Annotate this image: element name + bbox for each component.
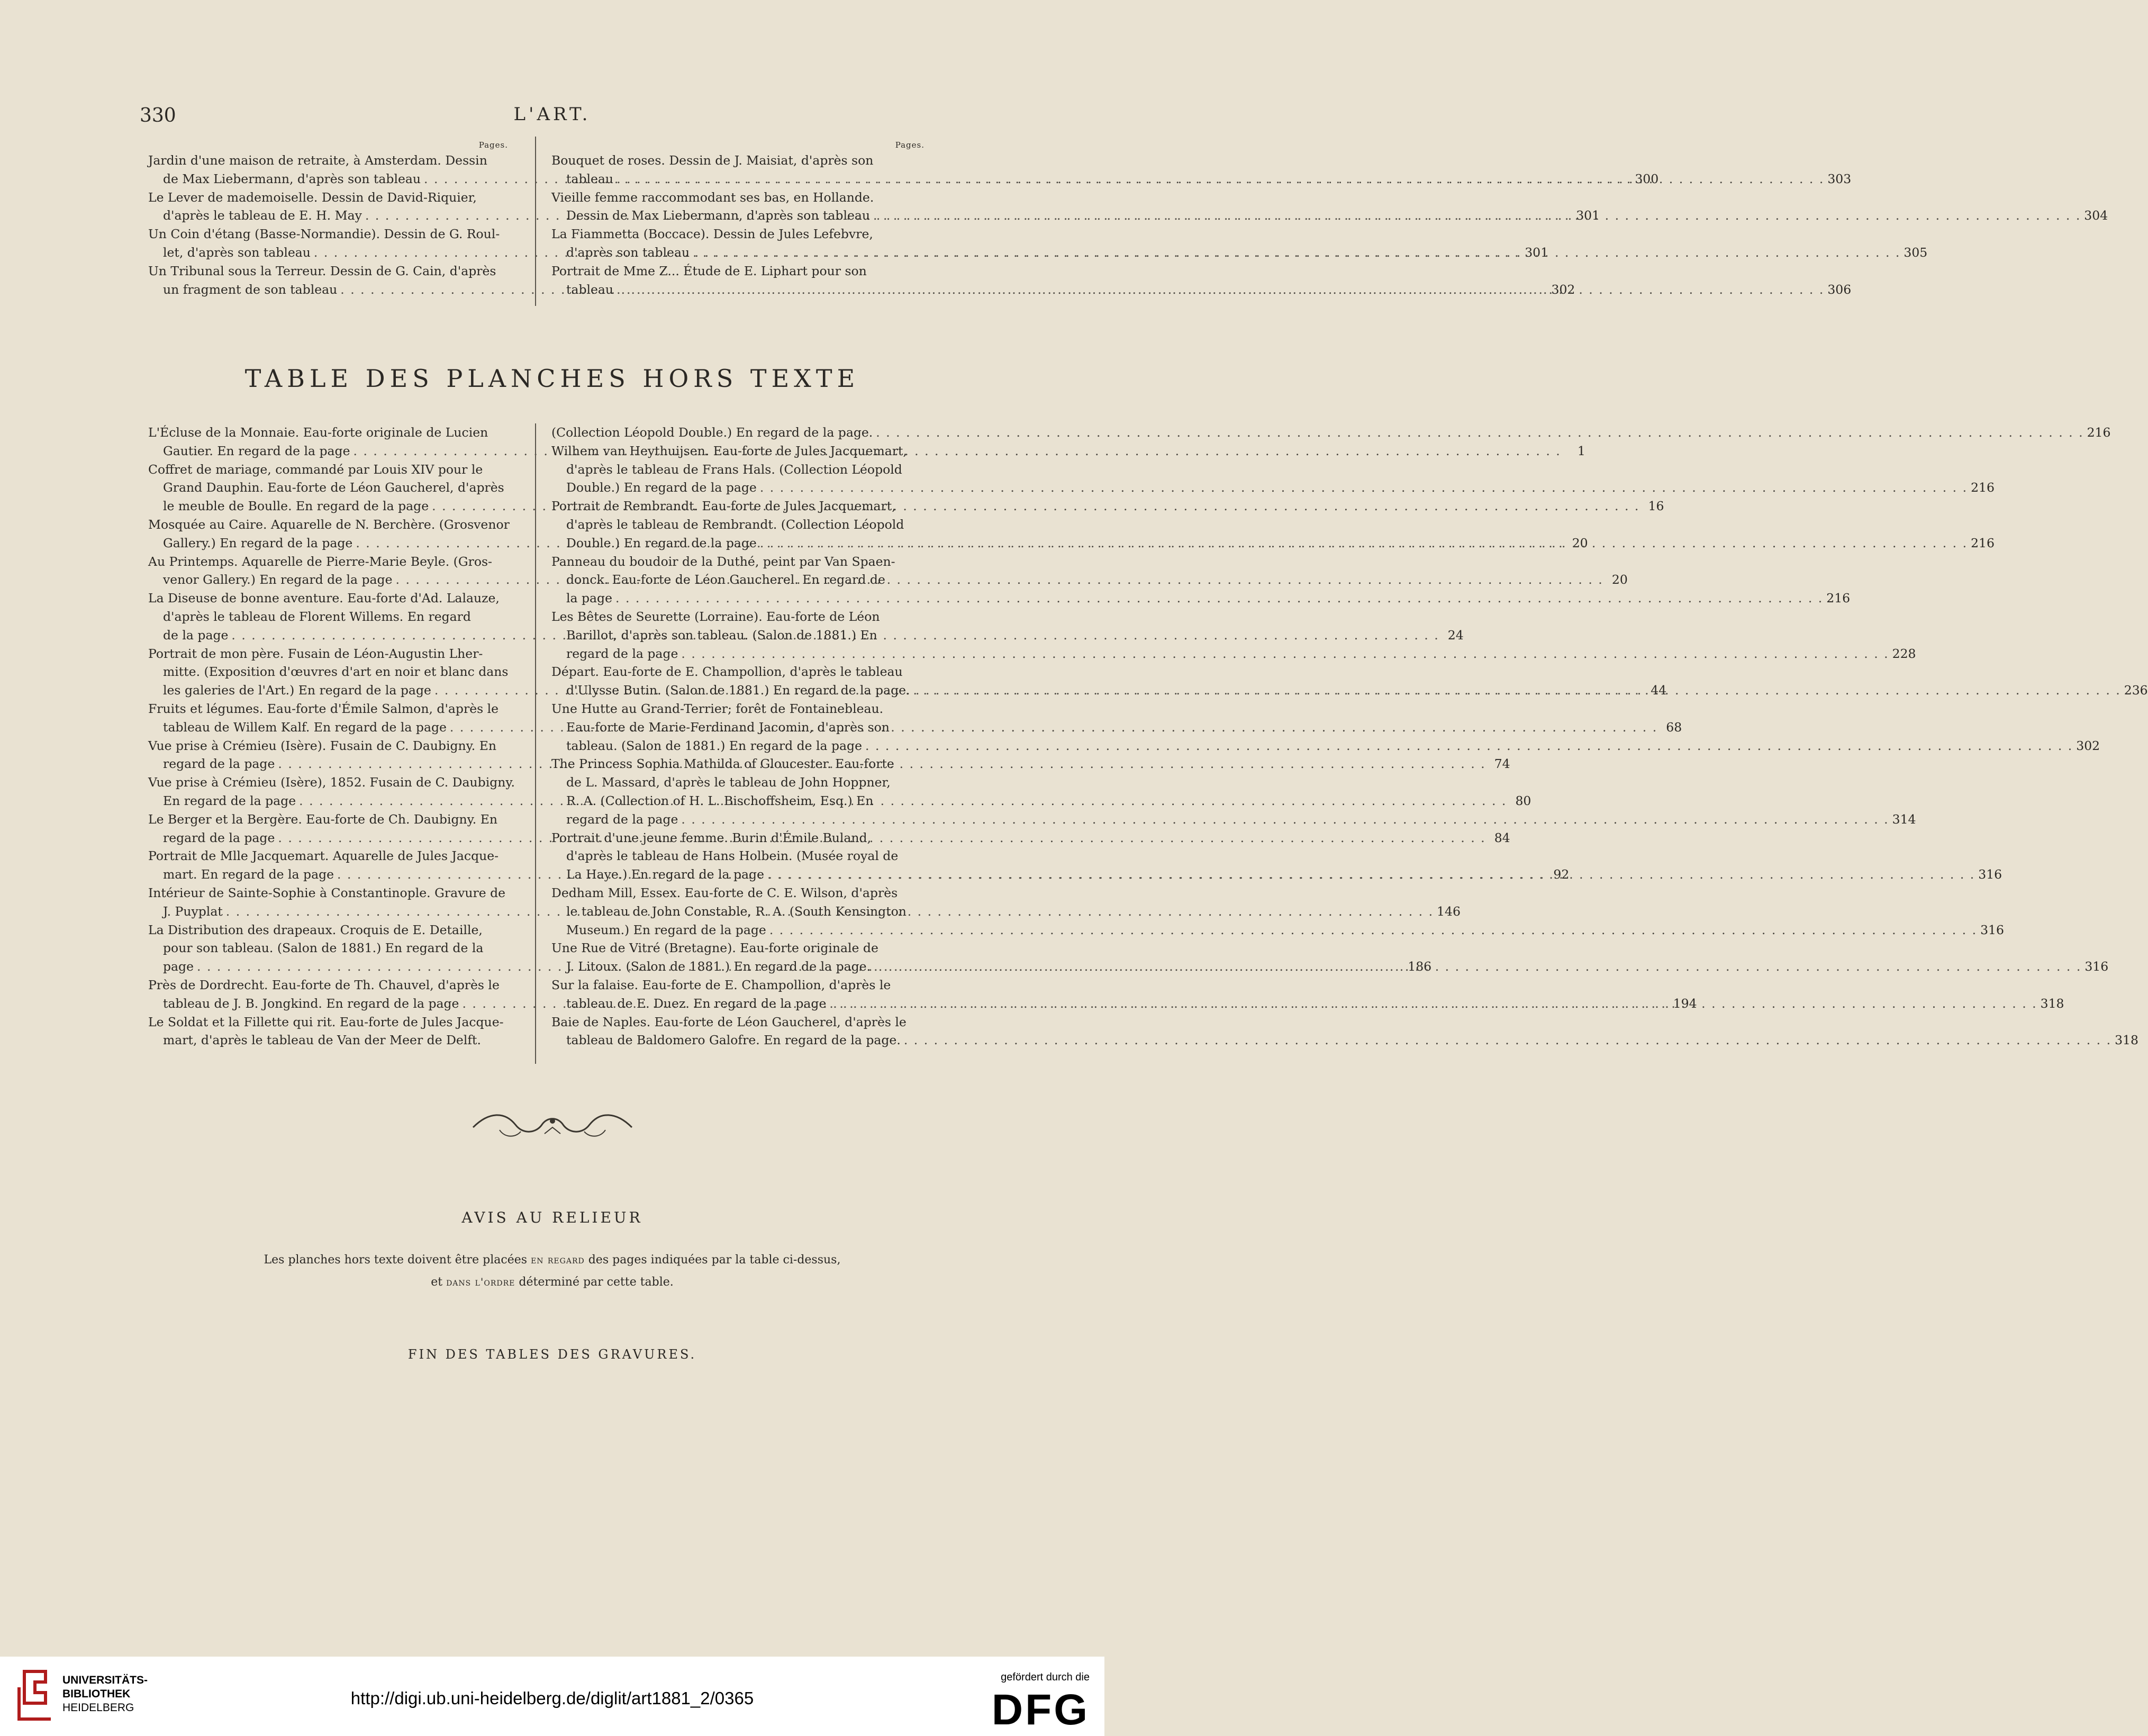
- avis-text-part: des pages indiquées par la table ci-dessus,: [584, 1253, 841, 1267]
- entry-page-number: 84: [1494, 830, 1510, 845]
- avis-title: AVIS AU RELIEUR: [461, 1209, 643, 1226]
- entry-text: regard de la page: [163, 756, 275, 772]
- entry-line: Portrait de Rembrandt. Eau-forte de Jules Jacquemart,: [551, 499, 896, 514]
- toc-entry: [551, 442, 1995, 497]
- entry-page-number: 302: [2076, 738, 2100, 753]
- entry-text: la page: [566, 591, 613, 606]
- entry-text: J. Puyplat: [163, 903, 223, 919]
- entry-page-number: 146: [1437, 903, 1461, 919]
- entry-line: Portrait de Mlle Jacquemart. Aquarelle de Jules Jacque-: [148, 848, 499, 864]
- entry-last-line: [551, 810, 1916, 829]
- entry-line: Dedham Mill, Essex. Eau-forte de C. E. Wilson, d'après: [551, 885, 898, 900]
- entry-line: Le Soldat et la Fillette qui rit. Eau-forte de Jules Jacque-: [148, 1014, 504, 1029]
- entry-page-number: 186: [1408, 959, 1432, 974]
- footer-bar: [0, 1657, 1104, 1736]
- entry-text: page: [163, 959, 194, 974]
- entry-text: tableau de J. B. Jongkind. En regard de la page: [163, 996, 459, 1011]
- university-line-3: HEIDELBERG: [62, 1702, 134, 1714]
- toc-entry: [551, 1013, 2138, 1050]
- entry-text: Double.) En regard de la page: [566, 535, 757, 550]
- entry-text: (Collection Léopold Double.) En regard de la page.: [551, 425, 873, 440]
- avis-text-part: et: [431, 1276, 447, 1289]
- leader-dots: [612, 589, 1826, 608]
- leader-dots: [871, 957, 2084, 976]
- entry-page-number: 314: [1892, 811, 1916, 827]
- leader-dots: [613, 170, 1827, 188]
- entry-line: Les Bêtes de Seurette (Lorraine). Eau-forte de Léon: [551, 609, 880, 624]
- entry-text: regard de la page: [566, 811, 678, 827]
- entry-page-number: 216: [1971, 480, 1995, 495]
- entry-line: La Distribution des drapeaux. Croquis de E. Detaille,: [148, 922, 483, 937]
- entry-line: Au Printemps. Aquarelle de Pierre-Marie Beyle. (Gros-: [148, 554, 492, 569]
- entry-last-line: [148, 281, 1575, 299]
- entry-text: J. Litoux. (Salon de 1881.) En regard de la page.: [566, 959, 871, 974]
- entry-page-number: 301: [1525, 245, 1549, 260]
- entry-page-number: 301: [1576, 208, 1600, 223]
- leader-dots: [870, 206, 2084, 225]
- avis-line-2: [0, 1276, 1104, 1289]
- entry-text: En regard de la page: [163, 793, 296, 808]
- pages-label-right: Pages.: [895, 140, 925, 150]
- entry-line: Le Berger et la Bergère. Eau-forte de Ch. Daubigny. En: [148, 811, 498, 827]
- entry-text: les galeries de l'Art.) En regard de la page: [163, 683, 431, 698]
- entry-line: Grand Dauphin. Eau-forte de Léon Gaucherel, d'après: [163, 480, 504, 495]
- entry-text: tableau. (Salon de 1881.) En regard de la page: [566, 738, 863, 753]
- entry-last-line: [551, 423, 2111, 442]
- entry-text: Gautier. En regard de la page: [163, 443, 350, 458]
- entry-line: Eau-forte de Marie-Ferdinand Jacomin, d'après son: [566, 719, 890, 735]
- entry-line: Sur la falaise. Eau-forte de E. Champollion, d'après le: [551, 977, 891, 992]
- entry-line: Barillot, d'après son tableau. (Salon de 1881.) En: [566, 627, 877, 643]
- avis-smallcaps: dans l'ordre: [446, 1276, 515, 1288]
- leader-dots: [862, 737, 2076, 755]
- entry-text: tableau de Willem Kalf. En regard de la page: [163, 719, 447, 735]
- entry-page-number: 1: [1577, 443, 1585, 458]
- entry-page-number: 228: [1892, 646, 1916, 661]
- entry-page-number: 80: [1515, 793, 1531, 808]
- entry-line: The Princess Sophia Mathilda of Gloucester. Eau-forte: [551, 756, 894, 772]
- avis-smallcaps: en regard: [531, 1253, 585, 1266]
- source-url[interactable]: http://digi.ub.uni-heidelberg.de/diglit/art1881_2/0365: [350, 1688, 754, 1708]
- entry-text: mart. En regard de la page: [163, 867, 334, 882]
- entry-text: tableau de Baldomero Galofre. En regard de la page.: [566, 1033, 901, 1048]
- entry-line: de L. Massard, d'après le tableau de John Hoppner,: [566, 775, 891, 790]
- entry-text: tableau: [566, 171, 614, 186]
- running-title: L'ART.: [513, 104, 591, 125]
- entry-last-line: [551, 1031, 2138, 1050]
- entry-line: La Diseuse de bonne aventure. Eau-forte d'Ad. Lalauze,: [148, 591, 500, 606]
- section-title: TABLE DES PLANCHES HORS TEXTE: [244, 364, 860, 393]
- university-line-2: BIBLIOTHEK: [62, 1688, 131, 1700]
- closing-line: FIN DES TABLES DES GRAVURES.: [407, 1347, 697, 1362]
- entry-text: le meuble de Boulle. En regard de la page: [163, 499, 429, 514]
- entry-text: regard de la page: [163, 830, 275, 845]
- leader-dots: [690, 243, 1904, 262]
- entry-text: let, d'après son tableau: [163, 245, 311, 260]
- entry-line: Intérieur de Sainte-Sophie à Constantinople. Gravure de: [148, 885, 506, 900]
- entry-text: de Max Liebermann, d'après son tableau: [163, 171, 421, 186]
- entry-page-number: 44: [1651, 683, 1667, 698]
- entry-last-line: [551, 645, 1916, 663]
- leader-dots: [766, 921, 1980, 939]
- entry-text: d'après son tableau: [566, 245, 690, 260]
- entry-line: Près de Dordrecht. Eau-forte de Th. Chauvel, d'après le: [148, 977, 500, 992]
- entry-line: Panneau du boudoir de la Duthé, peint par Van Spaen-: [551, 554, 895, 569]
- leader-dots: [901, 1031, 2115, 1050]
- entry-line: Wilhem van Heythuijsen. Eau-forte de Jules Jacquemart,: [551, 443, 907, 458]
- avis-text-part: déterminé par cette table.: [515, 1276, 674, 1289]
- avis-line-1: [0, 1253, 1104, 1267]
- leader-dots: [757, 534, 1971, 553]
- top-column-divider: [535, 137, 536, 306]
- entry-line: Baie de Naples. Eau-forte de Léon Gaucherel, d'après le: [551, 1014, 907, 1029]
- leader-dots: [764, 865, 1978, 884]
- entry-line: mart, d'après le tableau de Van der Meer de Delft.: [163, 1033, 481, 1048]
- entry-page-number: 316: [1978, 867, 2002, 882]
- entry-text: Gallery.) En regard de la page: [163, 535, 353, 550]
- entry-page-number: 304: [2084, 208, 2108, 223]
- leader-dots: [350, 442, 1564, 460]
- leader-dots: [826, 994, 2040, 1013]
- entry-line: Vue prise à Crémieu (Isère). Fusain de C. Daubigny. En: [148, 738, 497, 753]
- entry-line: La Fiammetta (Boccace). Dessin de Jules Lefebvre,: [551, 227, 873, 242]
- entry-line: pour son tableau. (Salon de 1881.) En regard de la: [163, 941, 484, 956]
- entry-page-number: 24: [1447, 627, 1464, 643]
- entry-line: Un Coin d'étang (Basse-Normandie). Dessin de G. Roul-: [148, 227, 500, 242]
- entry-line: d'après le tableau de Hans Holbein. (Musée royal de: [566, 848, 899, 864]
- pages-label: Pages.: [478, 140, 508, 150]
- entry-page-number: 216: [1826, 591, 1851, 606]
- entry-text: tableau de E. Duez. En regard de la page: [566, 996, 827, 1011]
- entry-line: Portrait de Mme Z... Étude de E. Liphart pour son: [551, 263, 867, 278]
- entry-page-number: 216: [2087, 425, 2111, 440]
- university-line-1: UNIVERSITÄTS-: [62, 1674, 148, 1686]
- entry-page-number: 316: [2084, 959, 2109, 974]
- toc-entry: [551, 423, 2111, 442]
- entry-page-number: 74: [1494, 756, 1510, 772]
- entry-line: R. A. (Collection of H. L. Bischoffsheim, Esq.) En: [566, 793, 874, 808]
- entry-line: Fruits et légumes. Eau-forte d'Émile Salmon, d'après le: [148, 701, 499, 716]
- funded-by-label: gefördert durch die: [1001, 1671, 1090, 1683]
- leader-dots: [873, 423, 2087, 442]
- leader-dots: [678, 810, 1892, 829]
- entry-page-number: 302: [1551, 282, 1575, 297]
- entry-page-number: 316: [1980, 922, 2004, 937]
- entry-line: Un Tribunal sous la Terreur. Dessin de G. Cain, d'après: [148, 263, 496, 278]
- entry-text: d'après le tableau de E. H. May: [163, 208, 362, 223]
- entry-line: Départ. Eau-forte de E. Champollion, d'après le tableau: [551, 664, 903, 680]
- leader-dots: [910, 681, 2124, 700]
- entry-line: Jardin d'une maison de retraite, à Amsterdam. Dessin: [148, 153, 487, 168]
- entry-page-number: 20: [1572, 535, 1588, 550]
- leader-dots: [678, 645, 1892, 663]
- entry-page-number: 300: [1635, 171, 1659, 186]
- plates-column-divider: [535, 423, 536, 1064]
- entry-page-number: 92: [1553, 867, 1570, 882]
- entry-line: Une Hutte au Grand-Terrier; forêt de Fontainebleau.: [551, 701, 884, 716]
- entry-last-line: [551, 478, 1995, 497]
- entry-text: regard de la page: [566, 646, 678, 661]
- entry-line: Bouquet de roses. Dessin de J. Maisiat, d'après son: [551, 153, 874, 168]
- entry-line: d'après le tableau de Frans Hals. (Collection Léopold: [566, 462, 902, 477]
- entry-line: Le Lever de mademoiselle. Dessin de David-Riquier,: [148, 189, 477, 205]
- avis-text-part: Les planches hors texte doivent être placées: [264, 1253, 531, 1267]
- entry-page-number: 216: [1971, 535, 1995, 550]
- entry-line: le tableau de John Constable, R. A. (South Kensington: [566, 903, 907, 919]
- ornament-flourish: [468, 1106, 637, 1143]
- entry-text: venor Gallery.) En regard de la page: [163, 572, 393, 587]
- entry-line: Portrait de mon père. Fusain de Léon-Augustin Lher-: [148, 646, 483, 661]
- leader-dots: [757, 478, 1971, 497]
- entry-line: Vue prise à Crémieu (Isère), 1852. Fusain de C. Daubigny.: [148, 775, 515, 790]
- entry-text: un fragment de son tableau: [163, 282, 338, 297]
- leader-dots: [613, 281, 1827, 299]
- entry-line: Une Rue de Vitré (Bretagne). Eau-forte originale de: [551, 941, 878, 956]
- entry-page-number: 306: [1827, 282, 1852, 297]
- entry-page-number: 236: [2124, 683, 2148, 698]
- entry-page-number: 318: [2040, 996, 2064, 1011]
- entry-last-line: [148, 243, 1549, 262]
- entry-text: tableau: [566, 282, 614, 297]
- entry-line: mitte. (Exposition d'œuvres d'art en noir et blanc dans: [163, 664, 509, 680]
- entry-last-line: [551, 589, 1851, 608]
- entry-line: Coffret de mariage, commandé par Louis XIV pour le: [148, 462, 483, 477]
- entry-page-number: 318: [2115, 1033, 2138, 1048]
- entry-page-number: 303: [1827, 171, 1852, 186]
- entry-line: Mosquée au Caire. Aquarelle de N. Berchère. (Grosvenor: [148, 517, 510, 532]
- entry-line: d'après le tableau de Rembrandt. (Collection Léopold: [566, 517, 904, 532]
- page-number: 330: [140, 105, 176, 126]
- dfg-logo: DFG: [991, 1686, 1090, 1734]
- entry-line: L'Écluse de la Monnaie. Eau-forte originale de Lucien: [148, 425, 488, 440]
- entry-page-number: 20: [1611, 572, 1628, 587]
- entry-page-number: 194: [1673, 996, 1697, 1011]
- entry-text: Museum.) En regard de la page: [566, 922, 766, 937]
- entry-page-number: 305: [1904, 245, 1928, 260]
- entry-page-number: 16: [1648, 499, 1664, 514]
- entry-line: Portrait d'une jeune femme. Burin d'Émile Buland,: [551, 830, 872, 845]
- entry-line: Vieille femme raccommodant ses bas, en Hollande.: [551, 189, 874, 205]
- entry-line: d'après le tableau de Florent Willems. En regard: [163, 609, 471, 624]
- entry-line: donck. Eau-forte de Léon Gaucherel. En regard de: [566, 572, 885, 587]
- entry-page-number: 68: [1666, 719, 1682, 735]
- entry-last-line: [551, 921, 2004, 939]
- entry-text: d'Ulysse Butin. (Salon de 1881.) En regard de la page.: [566, 683, 910, 698]
- entry-text: de la page: [163, 627, 229, 643]
- entry-text: Dessin de Max Liebermann, d'après son tableau: [566, 208, 871, 223]
- entry-last-line: [551, 737, 2100, 755]
- entry-last-line: [148, 170, 1659, 188]
- entry-text: La Haye.) En regard de la page: [566, 867, 765, 882]
- entry-text: Double.) En regard de la page: [566, 480, 757, 495]
- toc-entry: [148, 1013, 508, 1050]
